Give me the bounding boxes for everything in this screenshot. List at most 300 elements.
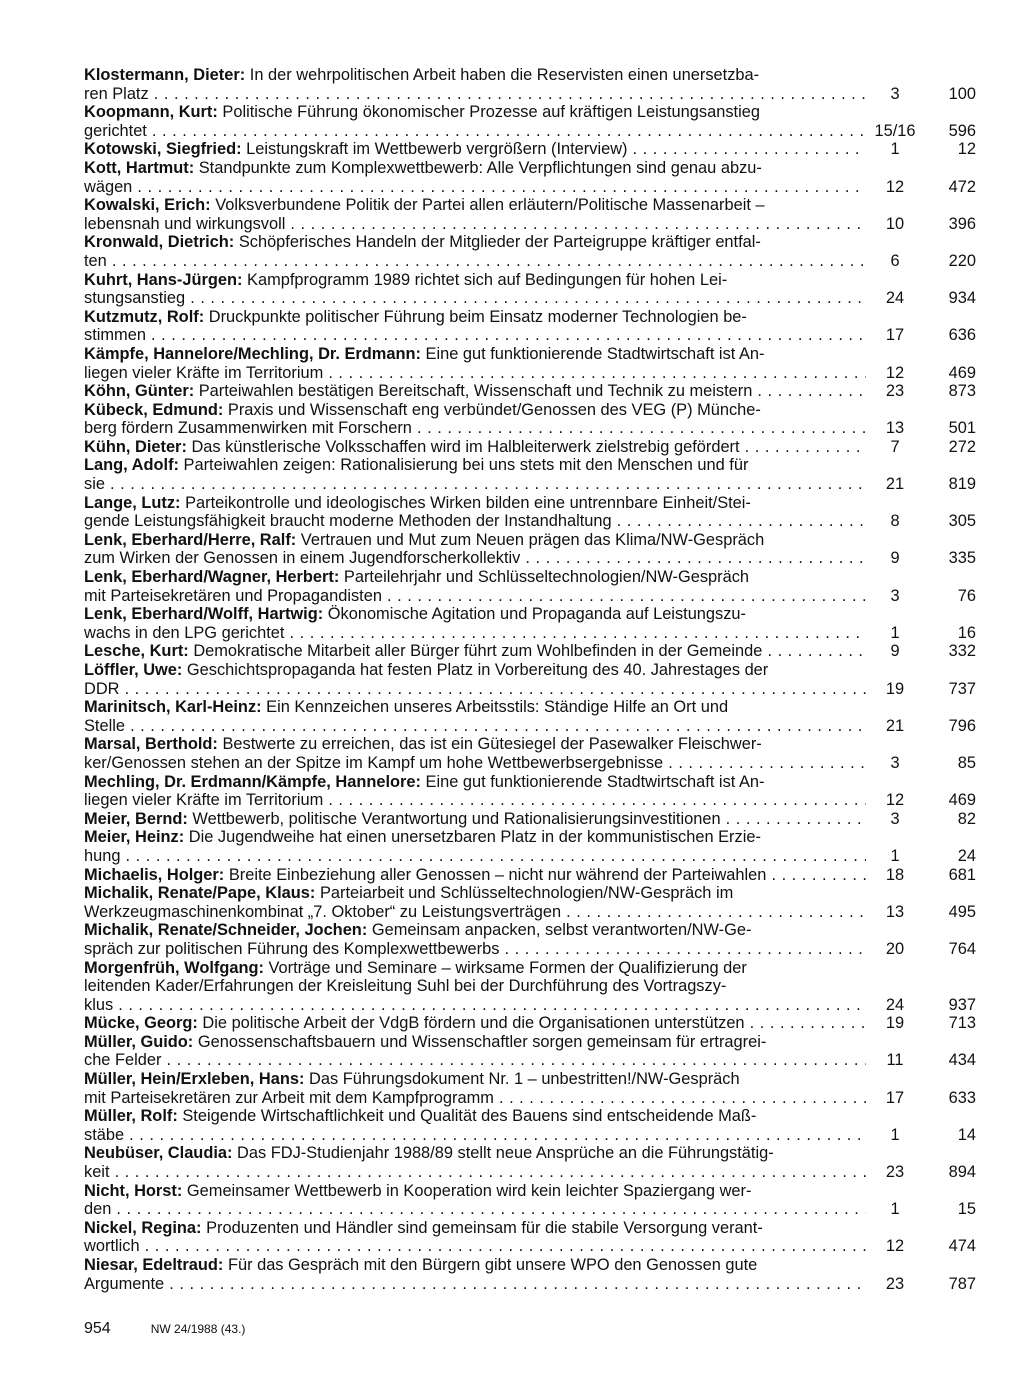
entry-author: Lenk, Eberhard/Wolff, Hartwig: bbox=[84, 605, 324, 624]
entry-text-line bbox=[84, 810, 866, 829]
entry-title-text: wägen bbox=[84, 177, 133, 196]
entry-text bbox=[84, 996, 866, 1015]
entry-author: Klostermann, Dieter: bbox=[84, 66, 246, 84]
entry-page-number: 764 bbox=[948, 939, 976, 958]
index-entry bbox=[84, 531, 976, 568]
entry-text-line bbox=[84, 345, 866, 364]
entry-issue-number: 19 bbox=[885, 679, 905, 698]
index-entry bbox=[84, 810, 976, 829]
entry-text-line bbox=[84, 494, 866, 513]
index-entry bbox=[84, 698, 976, 735]
entry-text bbox=[84, 847, 866, 866]
entry-title-text: Eine gut funktionierende Stadtwirtschaft ist An- bbox=[425, 772, 765, 791]
entry-text-line bbox=[84, 847, 866, 866]
entry-text bbox=[84, 178, 866, 197]
entry-page-number: 76 bbox=[957, 586, 976, 605]
index-entry bbox=[84, 866, 976, 885]
entry-author: Kuhrt, Hans-Jürgen: bbox=[84, 270, 243, 289]
entry-text bbox=[84, 661, 768, 679]
index-entry bbox=[84, 921, 976, 958]
entry-reference bbox=[866, 866, 976, 885]
footer-issue-reference: NW 24/1988 (43.) bbox=[150, 1322, 246, 1336]
entry-text-line bbox=[84, 996, 866, 1015]
entry-title-text: ten bbox=[84, 251, 107, 270]
footer-page-number: 954 bbox=[84, 1320, 111, 1337]
entry-text bbox=[84, 289, 866, 308]
entry-reference bbox=[866, 1237, 976, 1256]
entry-author: Müller, Rolf: bbox=[84, 1107, 178, 1126]
entry-title-text: spräch zur politischen Führung des Komplexwettbewerbs bbox=[84, 939, 500, 958]
entry-issue-number: 21 bbox=[885, 475, 905, 494]
entry-text-line bbox=[84, 959, 866, 978]
entry-text-line bbox=[84, 438, 866, 457]
entry-reference bbox=[866, 624, 976, 643]
index-entry bbox=[84, 1070, 976, 1107]
index-entry bbox=[84, 735, 976, 772]
entry-issue-number: 24 bbox=[885, 995, 905, 1014]
entry-text bbox=[84, 196, 765, 214]
entry-text bbox=[84, 959, 747, 977]
index-entry bbox=[84, 828, 976, 865]
entry-text-line bbox=[84, 364, 866, 383]
index-entry bbox=[84, 66, 976, 103]
entry-text-line bbox=[84, 791, 866, 810]
entry-author: Lenk, Eberhard/Wagner, Herbert: bbox=[84, 568, 340, 587]
entry-page-number: 934 bbox=[948, 289, 976, 308]
entry-title-text: Stelle bbox=[84, 716, 126, 735]
entry-author: Michaelis, Holger: bbox=[84, 865, 225, 884]
entry-title-text: Gemeinsamer Wettbewerb in Kooperation wird kein leichter Spaziergang wer- bbox=[186, 1181, 752, 1200]
entry-title-text: Wettbewerb, politische Verantwortung und Rationalisierungsinvestitionen bbox=[192, 809, 721, 828]
entry-text-line bbox=[84, 1200, 866, 1219]
entry-text bbox=[84, 1219, 763, 1237]
author-index-list bbox=[84, 66, 976, 1293]
entry-page-number: 332 bbox=[948, 642, 976, 661]
index-entry bbox=[84, 1256, 976, 1293]
entry-issue-number: 23 bbox=[885, 1163, 905, 1182]
entry-text bbox=[84, 271, 727, 289]
index-entry bbox=[84, 140, 976, 159]
entry-text bbox=[84, 1014, 866, 1033]
entry-author: Lesche, Kurt: bbox=[84, 642, 189, 661]
entry-issue-number: 1 bbox=[890, 623, 900, 642]
entry-reference bbox=[866, 438, 976, 457]
entry-text bbox=[84, 977, 726, 995]
entry-text-line bbox=[84, 698, 866, 717]
entry-author: Lenk, Eberhard/Herre, Ralf: bbox=[84, 530, 297, 549]
entry-title-text: che Felder bbox=[84, 1051, 162, 1070]
entry-issue-number: 23 bbox=[885, 382, 905, 401]
entry-text bbox=[84, 345, 764, 363]
entry-text bbox=[84, 512, 866, 531]
entry-issue-number: 12 bbox=[885, 1237, 905, 1256]
entry-title-text: Argumente bbox=[84, 1274, 165, 1293]
entry-author: Nicht, Horst: bbox=[84, 1181, 183, 1200]
entry-author: Lange, Lutz: bbox=[84, 493, 181, 512]
entry-text bbox=[84, 1107, 756, 1125]
entry-text bbox=[84, 308, 747, 326]
entry-title-text: Parteiwahlen bestätigen Bereitschaft, Wissenschaft und Technik zu meistern bbox=[198, 382, 753, 401]
entry-text-line bbox=[84, 1033, 866, 1052]
entry-text bbox=[84, 494, 751, 512]
entry-reference bbox=[866, 512, 976, 531]
entry-text-line bbox=[84, 642, 866, 661]
entry-text bbox=[84, 1163, 866, 1182]
entry-title-text: ren Platz bbox=[84, 84, 149, 103]
entry-text bbox=[84, 1089, 866, 1108]
entry-issue-number: 24 bbox=[885, 289, 905, 308]
entry-text-line bbox=[84, 66, 866, 85]
entry-page-number: 305 bbox=[948, 512, 976, 531]
entry-title-text: Leistungskraft im Wettbewerb vergrößern (Interview) bbox=[246, 140, 628, 159]
entry-text bbox=[84, 364, 866, 383]
entry-title-text: Parteilehrjahr und Schlüsseltechnologien/NW-Gespräch bbox=[343, 568, 750, 587]
entry-text bbox=[84, 549, 866, 568]
entry-author: Kott, Hartmut: bbox=[84, 158, 195, 177]
entry-text-line bbox=[84, 1237, 866, 1256]
entry-reference bbox=[866, 903, 976, 922]
index-entry bbox=[84, 1182, 976, 1219]
entry-issue-number: 3 bbox=[890, 809, 900, 828]
entry-issue-number: 12 bbox=[885, 177, 905, 196]
entry-title-text: keit bbox=[84, 1163, 110, 1182]
entry-text bbox=[84, 605, 746, 623]
entry-title-text: leitenden Kader/Erfahrungen der Kreisleitung Suhl bei der Durchführung des Vortragszy- bbox=[84, 977, 727, 996]
entry-text bbox=[84, 754, 866, 773]
entry-reference bbox=[866, 754, 976, 773]
entry-issue-number: 11 bbox=[886, 1051, 904, 1070]
entry-text-line bbox=[84, 1275, 866, 1294]
entry-author: Marsal, Berthold: bbox=[84, 735, 218, 754]
index-entry bbox=[84, 494, 976, 531]
entry-author: Lang, Adolf: bbox=[84, 456, 179, 475]
entry-page-number: 12 bbox=[957, 140, 976, 159]
entry-page-number: 272 bbox=[948, 437, 976, 456]
entry-title-text: Demokratische Mitarbeit aller Bürger führt zum Wohlbefinden in der Gemeinde bbox=[193, 642, 763, 661]
entry-reference bbox=[866, 642, 976, 661]
entry-text bbox=[84, 624, 866, 643]
entry-title-text: sie bbox=[84, 475, 105, 494]
entry-text bbox=[84, 587, 866, 606]
entry-text bbox=[84, 1182, 751, 1200]
entry-text bbox=[84, 456, 748, 474]
entry-text bbox=[84, 122, 866, 141]
entry-author: Kotowski, Siegfried: bbox=[84, 140, 242, 159]
index-entry bbox=[84, 345, 976, 382]
index-entry bbox=[84, 159, 976, 196]
entry-title-text: Steigende Wirtschaftlichkeit und Qualität des Bauens sind entscheidende Maß- bbox=[182, 1107, 757, 1126]
entry-page-number: 396 bbox=[948, 214, 976, 233]
entry-reference bbox=[866, 1089, 976, 1108]
entry-title-text: gende Leistungsfähigkeit braucht moderne Methoden der Instandhaltung bbox=[84, 512, 612, 531]
entry-text-line bbox=[84, 549, 866, 568]
entry-title-text: Die Jugendweihe hat einen unersetzbaren Platz in der kommunistischen Erzie- bbox=[188, 828, 761, 847]
index-entry bbox=[84, 568, 976, 605]
index-entry bbox=[84, 271, 976, 308]
entry-author: Meier, Bernd: bbox=[84, 809, 188, 828]
entry-text bbox=[84, 884, 733, 902]
entry-text-line bbox=[84, 1256, 866, 1275]
entry-issue-number: 10 bbox=[885, 214, 905, 233]
entry-issue-number: 15/16 bbox=[874, 121, 916, 140]
entry-text-line bbox=[84, 531, 866, 550]
entry-issue-number: 8 bbox=[890, 512, 900, 531]
entry-text bbox=[84, 419, 866, 438]
entry-page-number: 633 bbox=[948, 1088, 976, 1107]
entry-title-text: Geschichtspropaganda hat festen Platz in Vorbereitung des 40. Jahrestages der bbox=[186, 661, 769, 679]
entry-page-number: 796 bbox=[948, 716, 976, 735]
entry-reference bbox=[866, 364, 976, 383]
entry-page-number: 220 bbox=[948, 251, 976, 270]
entry-title-text: klus bbox=[84, 995, 114, 1014]
entry-issue-number: 23 bbox=[885, 1274, 905, 1293]
entry-text-line bbox=[84, 456, 866, 475]
entry-text bbox=[84, 475, 866, 494]
entry-title-text: gerichtet bbox=[84, 121, 147, 140]
entry-issue-number: 12 bbox=[885, 791, 905, 810]
entry-text-line bbox=[84, 773, 866, 792]
entry-title-text: Druckpunkte politischer Führung beim Einsatz moderner Technologien be- bbox=[208, 307, 747, 326]
entry-title-text: liegen vieler Kräfte im Territorium bbox=[84, 363, 324, 382]
entry-reference bbox=[866, 549, 976, 568]
entry-issue-number: 19 bbox=[885, 1014, 905, 1033]
entry-reference bbox=[866, 847, 976, 866]
index-entry bbox=[84, 1219, 976, 1256]
entry-title-text: Die politische Arbeit der VdgB fördern und die Organisationen unterstützen bbox=[202, 1014, 745, 1033]
entry-issue-number: 9 bbox=[890, 549, 900, 568]
entry-text-line bbox=[84, 140, 866, 159]
entry-author: Mechling, Dr. Erdmann/Kämpfe, Hannelore: bbox=[84, 772, 421, 791]
entry-text bbox=[84, 382, 866, 401]
entry-issue-number: 17 bbox=[885, 1088, 905, 1107]
entry-text bbox=[84, 921, 751, 939]
entry-page-number: 737 bbox=[948, 679, 976, 698]
entry-issue-number: 1 bbox=[890, 1125, 900, 1144]
entry-reference bbox=[866, 140, 976, 159]
entry-issue-number: 1 bbox=[890, 846, 900, 865]
entry-reference bbox=[866, 85, 976, 104]
entry-text-line bbox=[84, 401, 866, 420]
entry-text-line bbox=[84, 178, 866, 197]
entry-text-line bbox=[84, 512, 866, 531]
entry-text-line bbox=[84, 85, 866, 104]
entry-text bbox=[84, 1256, 757, 1274]
entry-text-line bbox=[84, 271, 866, 290]
entry-title-text: Ein Kennzeichen unseres Arbeitsstils: Ständige Hilfe an Ort und bbox=[266, 698, 729, 717]
entry-text-line bbox=[84, 866, 866, 885]
index-entry bbox=[84, 959, 976, 1015]
entry-text bbox=[84, 233, 761, 251]
entry-text-line bbox=[84, 308, 866, 327]
entry-text bbox=[84, 438, 866, 457]
entry-page-number: 469 bbox=[948, 363, 976, 382]
entry-reference bbox=[866, 1126, 976, 1145]
entry-text-line bbox=[84, 680, 866, 699]
entry-text-line bbox=[84, 624, 866, 643]
entry-text bbox=[84, 828, 761, 846]
entry-title-text: Vertrauen und Mut zum Neuen prägen das Klima/NW-Gespräch bbox=[300, 530, 765, 549]
entry-title-text: Bestwerte zu erreichen, das ist ein Gütesiegel der Pasewalker Fleischwer- bbox=[222, 735, 762, 754]
entry-text bbox=[84, 1237, 866, 1256]
entry-title-text: Ökonomische Agitation und Propaganda auf Leistungszu- bbox=[327, 605, 747, 624]
entry-issue-number: 20 bbox=[885, 939, 905, 958]
entry-text-line bbox=[84, 587, 866, 606]
index-entry bbox=[84, 103, 976, 140]
entry-text-line bbox=[84, 289, 866, 308]
entry-page-number: 495 bbox=[948, 902, 976, 921]
entry-author: Kämpfe, Hannelore/Mechling, Dr. Erdmann: bbox=[84, 344, 421, 363]
entry-title-text: Parteikontrolle und ideologisches Wirken bilden eine untrennbare Einheit/Stei- bbox=[185, 493, 751, 512]
entry-reference bbox=[866, 252, 976, 271]
entry-text bbox=[84, 531, 764, 549]
entry-text-line bbox=[84, 977, 866, 996]
entry-text bbox=[84, 1275, 866, 1294]
entry-author: Michalik, Renate/Pape, Klaus: bbox=[84, 884, 316, 903]
entry-text-line bbox=[84, 605, 866, 624]
entry-title-text: Kampfprogramm 1989 richtet sich auf Bedingungen für hohen Lei- bbox=[247, 270, 728, 289]
entry-text bbox=[84, 1070, 740, 1088]
entry-text bbox=[84, 401, 761, 419]
entry-text-line bbox=[84, 1089, 866, 1108]
entry-text bbox=[84, 903, 866, 922]
entry-text-line bbox=[84, 1070, 866, 1089]
entry-text-line bbox=[84, 1219, 866, 1238]
entry-text-line bbox=[84, 903, 866, 922]
entry-text bbox=[84, 85, 866, 104]
entry-title-text: Eine gut funktionierende Stadtwirtschaft ist An- bbox=[425, 344, 765, 363]
entry-text bbox=[84, 568, 749, 586]
entry-author: Michalik, Renate/Schneider, Jochen: bbox=[84, 921, 368, 940]
entry-title-text: mit Parteisekretären zur Arbeit mit dem Kampfprogramm bbox=[84, 1088, 494, 1107]
entry-title-text: ker/Genossen stehen an der Spitze im Kampf um hohe Wettbewerbsergebnisse bbox=[84, 753, 664, 772]
entry-reference bbox=[866, 810, 976, 829]
entry-author: Köhn, Günter: bbox=[84, 382, 195, 401]
entry-text-line bbox=[84, 754, 866, 773]
entry-reference bbox=[866, 475, 976, 494]
entry-author: Niesar, Edeltraud: bbox=[84, 1256, 224, 1274]
entry-title-text: wachs in den LPG gerichtet bbox=[84, 623, 285, 642]
entry-text bbox=[84, 717, 866, 736]
entry-author: Marinitsch, Karl-Heinz: bbox=[84, 698, 262, 717]
entry-page-number: 681 bbox=[948, 865, 976, 884]
entry-page-number: 82 bbox=[957, 809, 976, 828]
entry-text-line bbox=[84, 568, 866, 587]
entry-text-line bbox=[84, 940, 866, 959]
entry-text bbox=[84, 810, 866, 829]
entry-page-number: 873 bbox=[948, 382, 976, 401]
entry-text bbox=[84, 680, 866, 699]
entry-title-text: Das künstlerische Volksschaffen wird im Halbleiterwerk zielstrebig gefördert bbox=[191, 437, 740, 456]
entry-text bbox=[84, 252, 866, 271]
index-entry bbox=[84, 196, 976, 233]
entry-reference bbox=[866, 940, 976, 959]
entry-title-text: Parteiwahlen zeigen: Rationalisierung bei uns stets mit den Menschen und für bbox=[183, 456, 749, 475]
entry-page-number: 596 bbox=[948, 121, 976, 140]
entry-author: Mücke, Georg: bbox=[84, 1014, 198, 1033]
index-entry bbox=[84, 1033, 976, 1070]
entry-author: Kübeck, Edmund: bbox=[84, 400, 224, 419]
entry-page-number: 434 bbox=[948, 1051, 976, 1070]
entry-text-line bbox=[84, 884, 866, 903]
entry-title-text: DDR bbox=[84, 679, 120, 698]
entry-text-line bbox=[84, 1014, 866, 1033]
entry-text-line bbox=[84, 661, 866, 680]
entry-text bbox=[84, 1200, 866, 1219]
entry-page-number: 894 bbox=[948, 1163, 976, 1182]
index-entry bbox=[84, 438, 976, 457]
entry-reference bbox=[866, 1275, 976, 1294]
entry-issue-number: 3 bbox=[890, 84, 900, 103]
index-entry bbox=[84, 233, 976, 270]
entry-text-line bbox=[84, 1163, 866, 1182]
entry-author: Meier, Heinz: bbox=[84, 828, 185, 847]
entry-text-line bbox=[84, 103, 866, 122]
entry-text-line bbox=[84, 1126, 866, 1145]
entry-issue-number: 13 bbox=[885, 902, 905, 921]
entry-reference bbox=[866, 717, 976, 736]
entry-page-number: 501 bbox=[948, 419, 976, 438]
entry-issue-number: 9 bbox=[890, 642, 900, 661]
entry-issue-number: 17 bbox=[885, 326, 905, 345]
entry-title-text: In der wehrpolitischen Arbeit haben die Reservisten einen unersetzba- bbox=[249, 66, 760, 84]
entry-text bbox=[84, 1126, 866, 1145]
entry-author: Morgenfrüh, Wolfgang: bbox=[84, 958, 264, 977]
entry-page-number: 15 bbox=[957, 1200, 976, 1219]
entry-text-line bbox=[84, 735, 866, 754]
entry-text-line bbox=[84, 233, 866, 252]
entry-reference bbox=[866, 1163, 976, 1182]
entry-author: Kowalski, Erich: bbox=[84, 196, 211, 215]
entry-author: Koopmann, Kurt: bbox=[84, 103, 218, 122]
index-entry bbox=[84, 456, 976, 493]
entry-issue-number: 18 bbox=[885, 865, 905, 884]
entry-reference bbox=[866, 178, 976, 197]
entry-title-text: stäbe bbox=[84, 1125, 125, 1144]
entry-reference bbox=[866, 382, 976, 401]
entry-issue-number: 7 bbox=[890, 437, 900, 456]
entry-title-text: Politische Führung ökonomischer Prozesse auf kräftigen Leistungsanstieg bbox=[222, 103, 760, 122]
entry-page-number: 14 bbox=[957, 1125, 976, 1144]
entry-issue-number: 3 bbox=[890, 586, 900, 605]
entry-issue-number: 6 bbox=[890, 251, 900, 270]
entry-reference bbox=[866, 215, 976, 234]
entry-issue-number: 12 bbox=[885, 363, 905, 382]
entry-author: Nickel, Regina: bbox=[84, 1218, 202, 1237]
entry-page-number: 100 bbox=[948, 84, 976, 103]
entry-reference bbox=[866, 1051, 976, 1070]
entry-text-line bbox=[84, 215, 866, 234]
index-entry bbox=[84, 1107, 976, 1144]
entry-text-line bbox=[84, 1144, 866, 1163]
entry-text-line bbox=[84, 382, 866, 401]
entry-title-text: Breite Einbeziehung aller Genossen – nicht nur während der Parteiwahlen bbox=[228, 865, 767, 884]
entry-text-line bbox=[84, 1182, 866, 1201]
entry-text bbox=[84, 791, 866, 810]
entry-title-text: liegen vieler Kräfte im Territorium bbox=[84, 791, 324, 810]
entry-reference bbox=[866, 1014, 976, 1033]
entry-author: Neubüser, Claudia: bbox=[84, 1144, 233, 1163]
entry-text bbox=[84, 642, 866, 661]
index-entry bbox=[84, 642, 976, 661]
entry-text bbox=[84, 866, 866, 885]
entry-page-number: 472 bbox=[948, 177, 976, 196]
entry-author: Müller, Guido: bbox=[84, 1032, 194, 1051]
entry-text bbox=[84, 698, 728, 716]
entry-title-text: Praxis und Wissenschaft eng verbündet/Genossen des VEG (P) Münche- bbox=[227, 400, 761, 419]
entry-title-text: den bbox=[84, 1200, 112, 1219]
entry-page-number: 819 bbox=[948, 475, 976, 494]
entry-issue-number: 3 bbox=[890, 753, 900, 772]
